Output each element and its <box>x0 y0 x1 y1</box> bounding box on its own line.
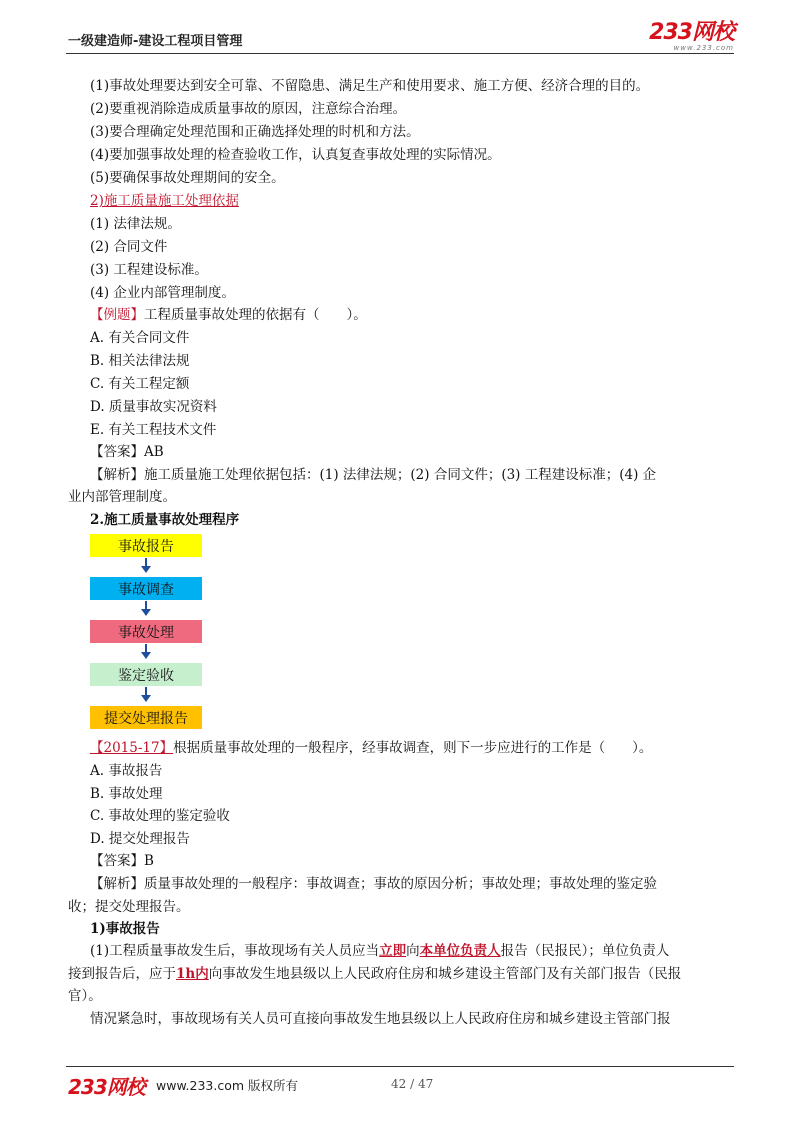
document-header-title: 一级建造师-建设工程项目管理 <box>68 34 243 49</box>
flow-step-acceptance: 鉴定验收 <box>90 663 202 686</box>
example-1-analysis-line-1: 【解析】施工质量施工处理依据包括：(1) 法律法规；(2) 合同文件；(3) 工程建设标准；(4) 企 <box>90 467 657 483</box>
report-paragraph-line-4: 情况紧急时，事故现场有关人员可直接向事故发生地县级以上人民政府住房和城乡建设主管部门报 <box>90 1011 671 1027</box>
example-2-option-a: A. 事故报告 <box>90 763 163 779</box>
report-highlight-immediately: 立即 <box>379 943 407 959</box>
basis-item-4: (4) 企业内部管理制度。 <box>90 285 235 301</box>
basis-heading: 2)施工质量施工处理依据 <box>90 193 239 209</box>
basis-item-1: (1) 法律法规。 <box>90 216 181 232</box>
report-text: 报告（民报民）；单位负责人 <box>500 943 670 959</box>
principle-1: (1)事故处理要达到安全可靠、不留隐患、满足生产和使用要求、施工方便、经济合理的目的。 <box>90 78 650 94</box>
example-2-analysis-line-2: 收；提交处理报告。 <box>68 899 190 915</box>
example-1-option-e: E. 有关工程技术文件 <box>90 422 217 438</box>
example-1-question: 工程质量事故处理的依据有（ ）。 <box>144 307 367 323</box>
flow-step-report: 事故报告 <box>90 534 202 557</box>
example-1-question-line <box>90 307 367 323</box>
principle-2: (2)要重视消除造成质量事故的原因，注意综合治理。 <box>90 101 407 117</box>
example-2-answer: 【答案】B <box>90 853 154 869</box>
report-text: (1)工程质量事故发生后，事故现场有关人员应当 <box>90 943 380 959</box>
flow-step-investigation: 事故调查 <box>90 577 202 600</box>
report-paragraph-line-1 <box>90 943 669 959</box>
example-1-option-a: A. 有关合同文件 <box>90 330 190 346</box>
section-2-heading: 2.施工质量事故处理程序 <box>90 512 240 528</box>
example-2-question: 根据质量事故处理的一般程序，经事故调查，则下一步应进行的工作是（ ）。 <box>173 740 653 756</box>
example-1-tag: 【例题】 <box>90 307 144 323</box>
example-1-option-c: C. 有关工程定额 <box>90 376 190 392</box>
example-1-answer: 【答案】AB <box>90 444 164 460</box>
footer-divider <box>66 1066 734 1067</box>
example-2-tag: 【2015-17】 <box>90 740 174 756</box>
report-text: 向事故发生地县级以上人民政府住房和城乡建设主管部门及有关部门报告（民报 <box>208 966 682 982</box>
brand-logo-text: 233网校 <box>649 20 734 45</box>
flow-arrow-down-icon <box>140 687 152 703</box>
example-2-analysis-line-1: 【解析】质量事故处理的一般程序：事故调查；事故的原因分析；事故处理；事故处理的鉴定验 <box>90 876 657 892</box>
basis-item-2: (2) 合同文件 <box>90 239 168 255</box>
page-number: 42 / 47 <box>391 1077 434 1091</box>
example-2-option-c: C. 事故处理的鉴定验收 <box>90 808 230 824</box>
example-1-option-d: D. 质量事故实况资料 <box>90 399 217 415</box>
example-1-analysis-line-2: 业内部管理制度。 <box>68 489 176 505</box>
example-2-option-b: B. 事故处理 <box>90 786 163 802</box>
report-text: 向 <box>406 943 420 959</box>
example-2-option-d: D. 提交处理报告 <box>90 831 190 847</box>
principle-5: (5)要确保事故处理期间的安全。 <box>90 170 285 186</box>
report-highlight-1h: 1h内 <box>176 966 209 982</box>
footer-logo: 233网校 <box>68 1075 145 1099</box>
flow-arrow-down-icon <box>140 644 152 660</box>
footer-copyright: www.233.com 版权所有 <box>156 1078 298 1093</box>
report-text: 接到报告后，应于 <box>68 966 176 982</box>
flow-step-handling: 事故处理 <box>90 620 202 643</box>
report-paragraph-line-3: 官）。 <box>68 988 102 1004</box>
flow-arrow-down-icon <box>140 558 152 574</box>
example-1-option-b: B. 相关法律法规 <box>90 353 190 369</box>
basis-item-3: (3) 工程建设标准。 <box>90 262 208 278</box>
report-highlight-unit-head: 本单位负责人 <box>419 943 501 959</box>
flow-step-submit-report: 提交处理报告 <box>90 706 202 729</box>
report-paragraph-line-2 <box>68 966 681 982</box>
flow-arrow-down-icon <box>140 601 152 617</box>
report-heading: 1)事故报告 <box>90 921 160 937</box>
example-2-question-line <box>90 740 652 756</box>
brand-logo-url: www.233.com <box>673 44 734 52</box>
principle-4: (4)要加强事故处理的检查验收工作，认真复查事故处理的实际情况。 <box>90 147 501 163</box>
principle-3: (3)要合理确定处理范围和正确选择处理的时机和方法。 <box>90 124 420 140</box>
